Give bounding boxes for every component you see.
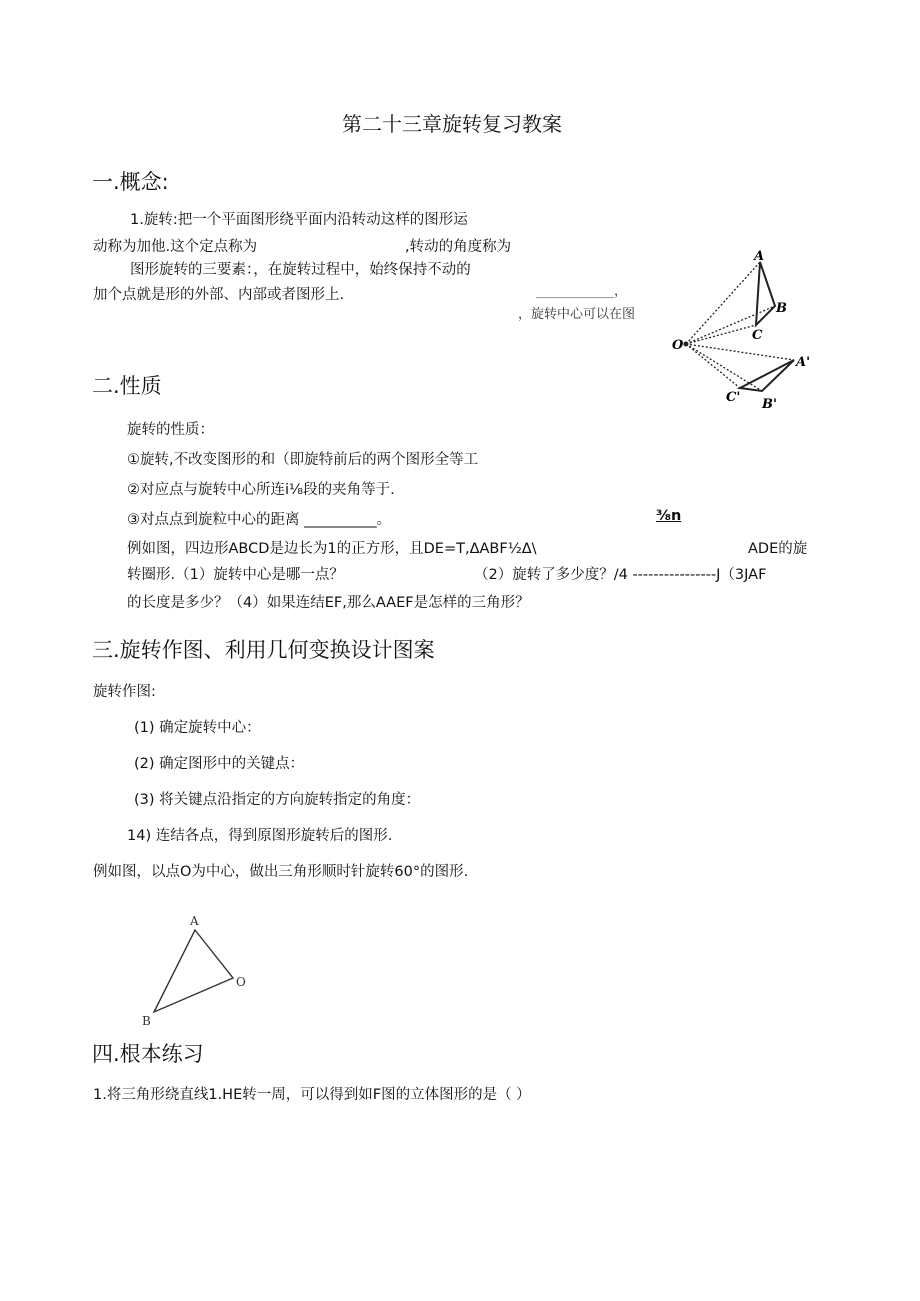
- label-C-prime: C': [726, 390, 741, 405]
- triangle-A2B2C2: [740, 360, 794, 391]
- dotted-line-OC: [686, 325, 756, 344]
- example-line-3: 的长度是多少？（4）如果连结EF,那么AAEF是怎样的三角形？: [127, 595, 530, 611]
- example-line-2a: 转圈形.（1）旋转中心是哪一点？: [127, 567, 344, 583]
- property-3-marker: ⅜n: [656, 508, 682, 524]
- label-O: O: [236, 975, 246, 989]
- label-A: A: [754, 249, 765, 264]
- property-3: ③对点点到旋粒中心的距离 __________。: [127, 512, 392, 528]
- concept-line-1: 1.旋转:把一个平面图形绕平面内沿转动这样的图形运: [130, 212, 468, 228]
- label-B: B: [142, 1014, 151, 1028]
- label-B-prime: B': [762, 397, 777, 412]
- dotted-line-OC2: [686, 344, 740, 388]
- concept-line-2a: 动称为加他.这个定点称为: [93, 239, 258, 255]
- triangle-figure: [136, 908, 266, 1033]
- practice-question-1: 1.将三角形绕直线1.HE转一周，可以得到如F图的立体图形的是（ ）: [93, 1087, 531, 1103]
- example-line-1a: 例如图，四边形ABCD是边长为1的正方形，且DE=T,ΔABF½Δ\: [127, 541, 537, 557]
- section-heading-construction: 三.旋转作图、利用几何变换设计图案: [92, 638, 435, 662]
- label-A: A: [190, 914, 199, 928]
- concept-line-2b: ,转动的角度称为: [405, 239, 512, 255]
- label-O: O: [672, 338, 684, 353]
- section-heading-practice: 四.根本练习: [92, 1042, 204, 1066]
- rotation-figure: [670, 248, 830, 418]
- dotted-line-OB2: [686, 344, 762, 391]
- properties-intro: 旋转的性质：: [127, 422, 214, 438]
- property-1: ①旋转,不改变图形的和（即旋特前后的两个图形全等工: [127, 452, 479, 468]
- triangle-ABO: [154, 930, 233, 1012]
- section-heading-concept: 一.概念:: [92, 170, 169, 194]
- figure-caption-text: ，旋转中心可以在图: [518, 307, 636, 322]
- construction-intro: 旋转作图:: [93, 684, 156, 700]
- construction-step-4: 14) 连结各点，得到原图形旋转后的图形.: [127, 828, 393, 844]
- label-C: C: [752, 328, 763, 343]
- dotted-line-OA: [686, 262, 760, 344]
- label-B: B: [776, 301, 787, 316]
- construction-step-3: (3) 将关键点沿指定的方向旋转指定的角度：: [134, 792, 421, 808]
- construction-example: 例如图，以点O为中心，做出三角形顺时针旋转60°的图形.: [93, 864, 469, 880]
- section-heading-properties: 二.性质: [92, 374, 162, 398]
- triangle-ABC: [756, 262, 775, 325]
- point-O: [684, 342, 689, 347]
- example-line-2b: （2）旋转了多少度？/4 ----------------J（3JAF: [474, 567, 767, 583]
- concept-line-3: 图形旋转的三要素：，在旋转过程中，始终保持不动的: [130, 262, 471, 278]
- figure-caption-blank: ____________，: [536, 284, 628, 299]
- construction-step-2: (2) 确定图形中的关键点：: [134, 756, 305, 772]
- page-title: 第二十三章旋转复习教案: [342, 112, 562, 136]
- construction-step-1: (1) 确定旋转中心：: [134, 720, 261, 736]
- concept-line-4: 加个点就是形的外部、内部或者图形上.: [93, 287, 345, 303]
- example-line-1b: ADE的旋: [748, 541, 808, 557]
- label-A-prime: A': [796, 355, 811, 370]
- property-2: ②对应点与旋转中心所连i⅛段的夹角等于.: [127, 482, 395, 498]
